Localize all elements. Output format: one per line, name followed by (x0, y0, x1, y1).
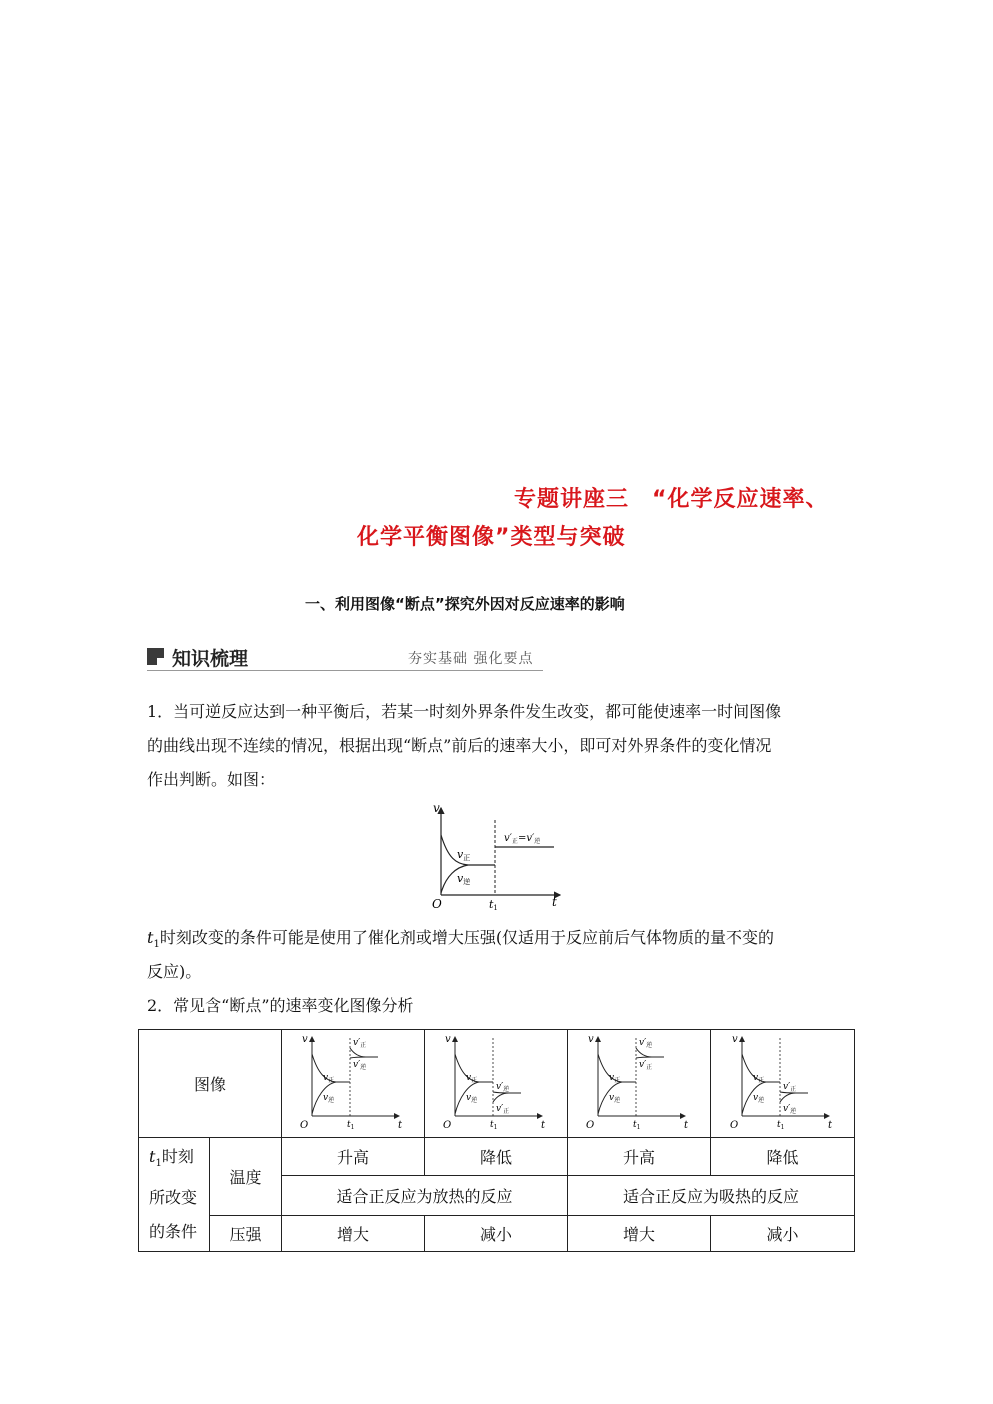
rate-graph-3 (584, 1032, 694, 1132)
v-reverse-label: $v_逆$ (323, 1092, 335, 1104)
x-axis-label: t (827, 1119, 832, 1131)
t1-label: $t_1$ (347, 1119, 355, 1131)
v-forward-label: $v_正$ (466, 1072, 478, 1084)
v-forward-label: $v_正$ (323, 1072, 335, 1084)
temp-note-endothermic: 适合正反应为吸热的反应 (568, 1176, 855, 1216)
y-axis-label: v (588, 1033, 594, 1045)
origin-label: O (586, 1119, 595, 1131)
t1-label: $t_1$ (490, 1119, 498, 1131)
after-lower-curve (350, 1057, 366, 1058)
rate-graph-1 (298, 1032, 408, 1132)
section-heading: 一、利用图像“断点”探究外因对反应速率的影响 (305, 595, 625, 613)
after-lower-curve (493, 1093, 509, 1102)
v-prime-lower-label: $v'_逆$ (782, 1103, 796, 1115)
x-axis-label: t (552, 895, 557, 909)
after-lower-curve (636, 1057, 652, 1058)
v-reverse-label: $v_逆$ (752, 1092, 764, 1104)
knowledge-underline (147, 670, 543, 671)
origin-label: O (432, 897, 442, 911)
rate-change-table (138, 1029, 855, 1252)
v-prime-lower-label: $v'_正$ (496, 1103, 510, 1115)
temp-note-exothermic: 适合正反应为放热的反应 (282, 1176, 568, 1216)
table-figure-cell (711, 1030, 855, 1138)
title-line-1: 专题讲座三 “化学反应速率、 (514, 487, 829, 512)
x-axis-label: t (684, 1119, 689, 1131)
paragraph-2-line-2: 反应)。 (147, 962, 202, 981)
v-reverse-label: $v_逆$ (609, 1092, 621, 1104)
rate-graph-4 (728, 1032, 838, 1132)
after-upper-curve (636, 1048, 664, 1057)
temp-value-3: 升高 (568, 1138, 711, 1176)
temp-value-1: 升高 (282, 1138, 425, 1176)
after-upper-curve (350, 1048, 378, 1057)
paragraph-1-line-3: 作出判断。如图： (147, 770, 276, 789)
t1-label: $t_1$ (776, 1119, 784, 1131)
paragraph-1-line-2: 的曲线出现不连续的情况，根据出现“断点”前后的速率大小，即可对外界条件的变化情况 (147, 736, 772, 755)
v-prime-lower-label: $v'_正$ (639, 1059, 653, 1071)
paragraph-2-line-1: $t_1$时刻改变的条件可能是使用了催化剂或增大压强(仅适用于反应前后气体物质的量不变的 (147, 928, 775, 951)
pressure-value-1: 增大 (282, 1216, 425, 1252)
title-line-2: 化学平衡图像”类型与突破 (357, 525, 626, 550)
y-axis-arrow (739, 1036, 745, 1042)
t1-label: $t_1$ (633, 1119, 641, 1131)
x-axis-label: t (398, 1119, 403, 1131)
rate-graph-2 (441, 1032, 551, 1132)
origin-label: O (443, 1119, 452, 1131)
pressure-value-2: 减小 (425, 1216, 568, 1252)
paragraph-1-line-1: 1．当可逆反应达到一种平衡后，若某一时刻外界条件发生改变，都可能使速率一时间图像 (147, 702, 782, 721)
temp-value-2: 降低 (425, 1138, 568, 1176)
pressure-label: 压强 (210, 1216, 282, 1252)
v-forward-label: v正 (457, 848, 471, 862)
v-prime-lower-label: $v'_逆$ (353, 1059, 367, 1071)
v-forward-label: $v_正$ (609, 1072, 621, 1084)
v-prime-upper-label: $v'_正$ (353, 1037, 367, 1049)
v-prime-upper-label: $v'_逆$ (639, 1037, 653, 1049)
origin-label: O (300, 1119, 309, 1131)
condition-row-label: $t_1$时刻 所改变 的条件 (139, 1138, 210, 1252)
y-axis-label: v (731, 1033, 738, 1045)
knowledge-subtitle: 夯实基础 强化要点 (408, 651, 534, 667)
table-header-label: 图像 (139, 1030, 282, 1138)
x-axis-arrow (680, 1113, 686, 1119)
x-axis-arrow (537, 1113, 543, 1119)
x-axis-arrow (394, 1113, 400, 1119)
x-axis-arrow (824, 1113, 830, 1119)
v-prime-upper-label: $v'_正$ (782, 1081, 796, 1093)
pressure-value-4: 减小 (711, 1216, 855, 1252)
t1-label: t1 (489, 898, 498, 912)
pressure-value-3: 增大 (568, 1216, 711, 1252)
new-rate-label: $v'_正=v'_逆$ (504, 833, 541, 845)
v-reverse-label: $v_逆$ (466, 1092, 478, 1104)
knowledge-square-icon (147, 648, 164, 665)
v-prime-upper-label: $v'_逆$ (496, 1081, 510, 1093)
y-axis-arrow (309, 1036, 315, 1042)
paragraph-3: 2．常见含“断点”的速率变化图像分析 (147, 996, 414, 1015)
rate-time-graph (420, 800, 570, 915)
v-forward-label: $v_正$ (752, 1072, 764, 1084)
y-axis-arrow (595, 1036, 601, 1042)
table-figure-cell (425, 1030, 568, 1138)
temperature-label: 温度 (210, 1138, 282, 1216)
after-lower-curve (780, 1093, 796, 1102)
knowledge-title: 知识梳理 (172, 648, 249, 670)
x-axis-label: t (541, 1119, 546, 1131)
y-axis-arrow (452, 1036, 458, 1042)
v-reverse-label: v逆 (457, 872, 471, 886)
table-figure-cell (282, 1030, 425, 1138)
y-axis-label: v (445, 1033, 451, 1045)
y-axis-label: v (302, 1033, 308, 1045)
table-figure-cell (568, 1030, 711, 1138)
temp-value-4: 降低 (711, 1138, 855, 1176)
origin-label: O (729, 1119, 738, 1131)
y-axis-label: v (433, 801, 440, 815)
